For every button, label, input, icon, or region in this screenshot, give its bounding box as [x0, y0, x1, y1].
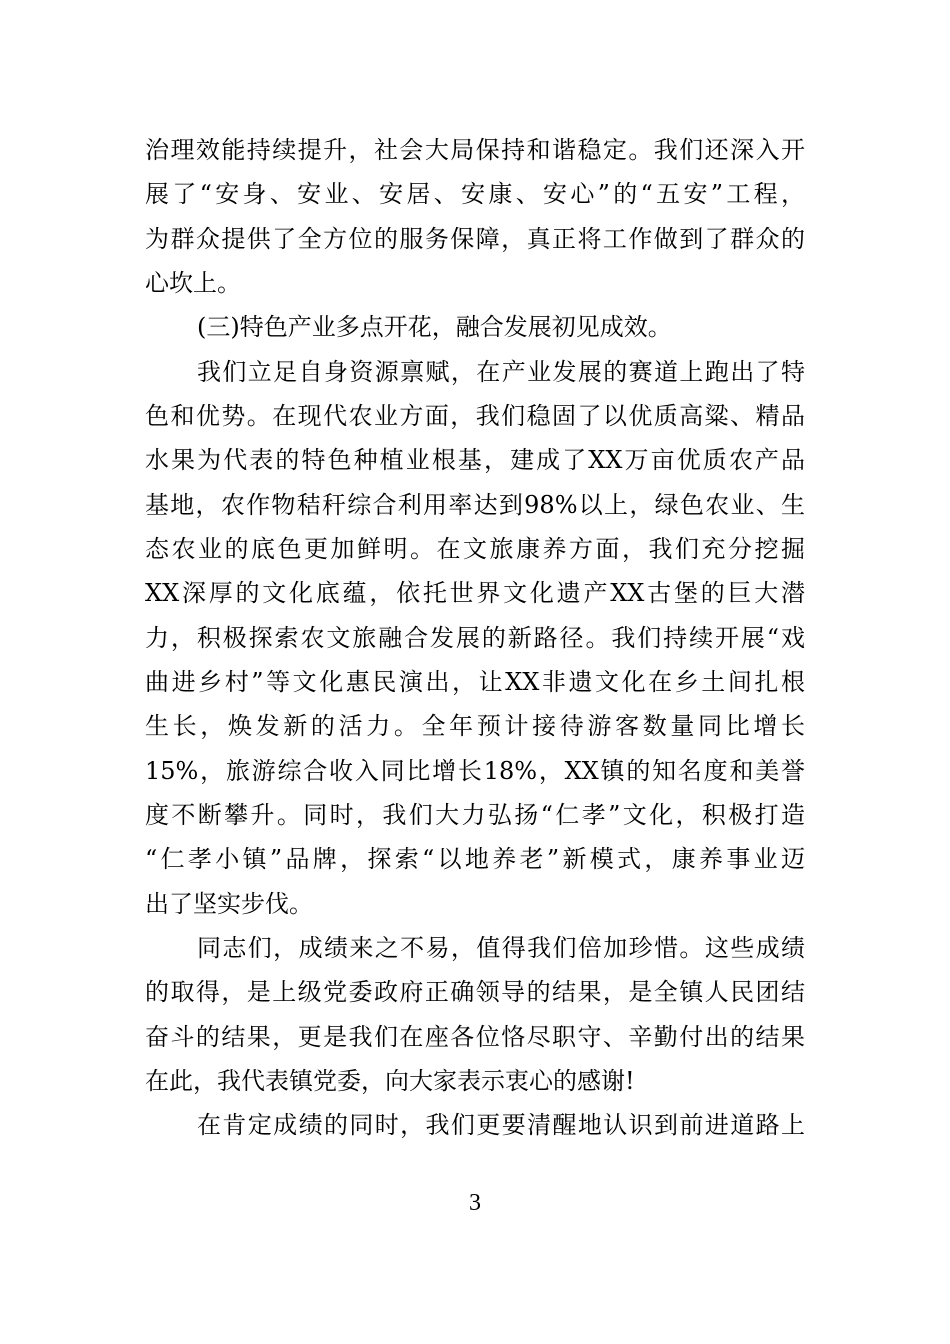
text-line: 奋斗的结果，更是我们在座各位恪尽职守、辛勤付出的结果: [145, 1023, 805, 1051]
text-line: 态农业的底色更加鲜明。在文旅康养方面，我们充分挖掘: [145, 535, 805, 563]
text-line: 在此，我代表镇党委，向大家表示衷心的感谢!: [145, 1067, 635, 1095]
text-line: XX深厚的文化底蕴，依托世界文化遗产XX古堡的巨大潜: [145, 579, 805, 607]
text-line: 力，积极探索农文旅融合发展的新路径。我们持续开展“戏: [145, 624, 805, 652]
text-line: 的取得，是上级党委政府正确领导的结果，是全镇人民团结: [145, 978, 805, 1006]
text-line: “仁孝小镇”品牌，探索“以地养老”新模式，康养事业迈: [145, 845, 805, 873]
text-line: 生长，焕发新的活力。全年预计接待游客数量同比增长: [145, 712, 805, 740]
text-line: 展了“安身、安业、安居、安康、安心”的“五安”工程，: [145, 180, 805, 208]
text-line: 色和优势。在现代农业方面，我们稳固了以优质高粱、精品: [145, 402, 805, 430]
text-line: 为群众提供了全方位的服务保障，真正将工作做到了群众的: [145, 225, 805, 253]
text-line: 同志们，成绩来之不易，值得我们倍加珍惜。这些成绩: [197, 934, 805, 962]
text-line: 基地，农作物秸秆综合利用率达到98%以上，绿色农业、生: [145, 491, 805, 519]
text-line: 在肯定成绩的同时，我们更要清醒地认识到前进道路上: [197, 1111, 805, 1139]
text-line: 治理效能持续提升，社会大局保持和谐稳定。我们还深入开: [145, 136, 805, 164]
text-line: 水果为代表的特色种植业根基，建成了XX万亩优质农产品: [145, 446, 805, 474]
text-line: 曲进乡村”等文化惠民演出，让XX非遗文化在乡土间扎根: [145, 668, 805, 696]
text-line: 度不断攀升。同时，我们大力弘扬“仁孝”文化，积极打造: [145, 801, 805, 829]
text-line: 出了坚实步伐。: [145, 890, 313, 918]
text-line: 心坎上。: [145, 269, 241, 297]
text-line: 15%，旅游综合收入同比增长18%，XX镇的知名度和美誉: [145, 757, 805, 785]
text-line: 我们立足自身资源禀赋，在产业发展的赛道上跑出了特: [197, 358, 805, 386]
section-heading: (三)特色产业多点开花，融合发展初见成效。: [197, 313, 672, 341]
page-number: 3: [469, 1190, 481, 1216]
